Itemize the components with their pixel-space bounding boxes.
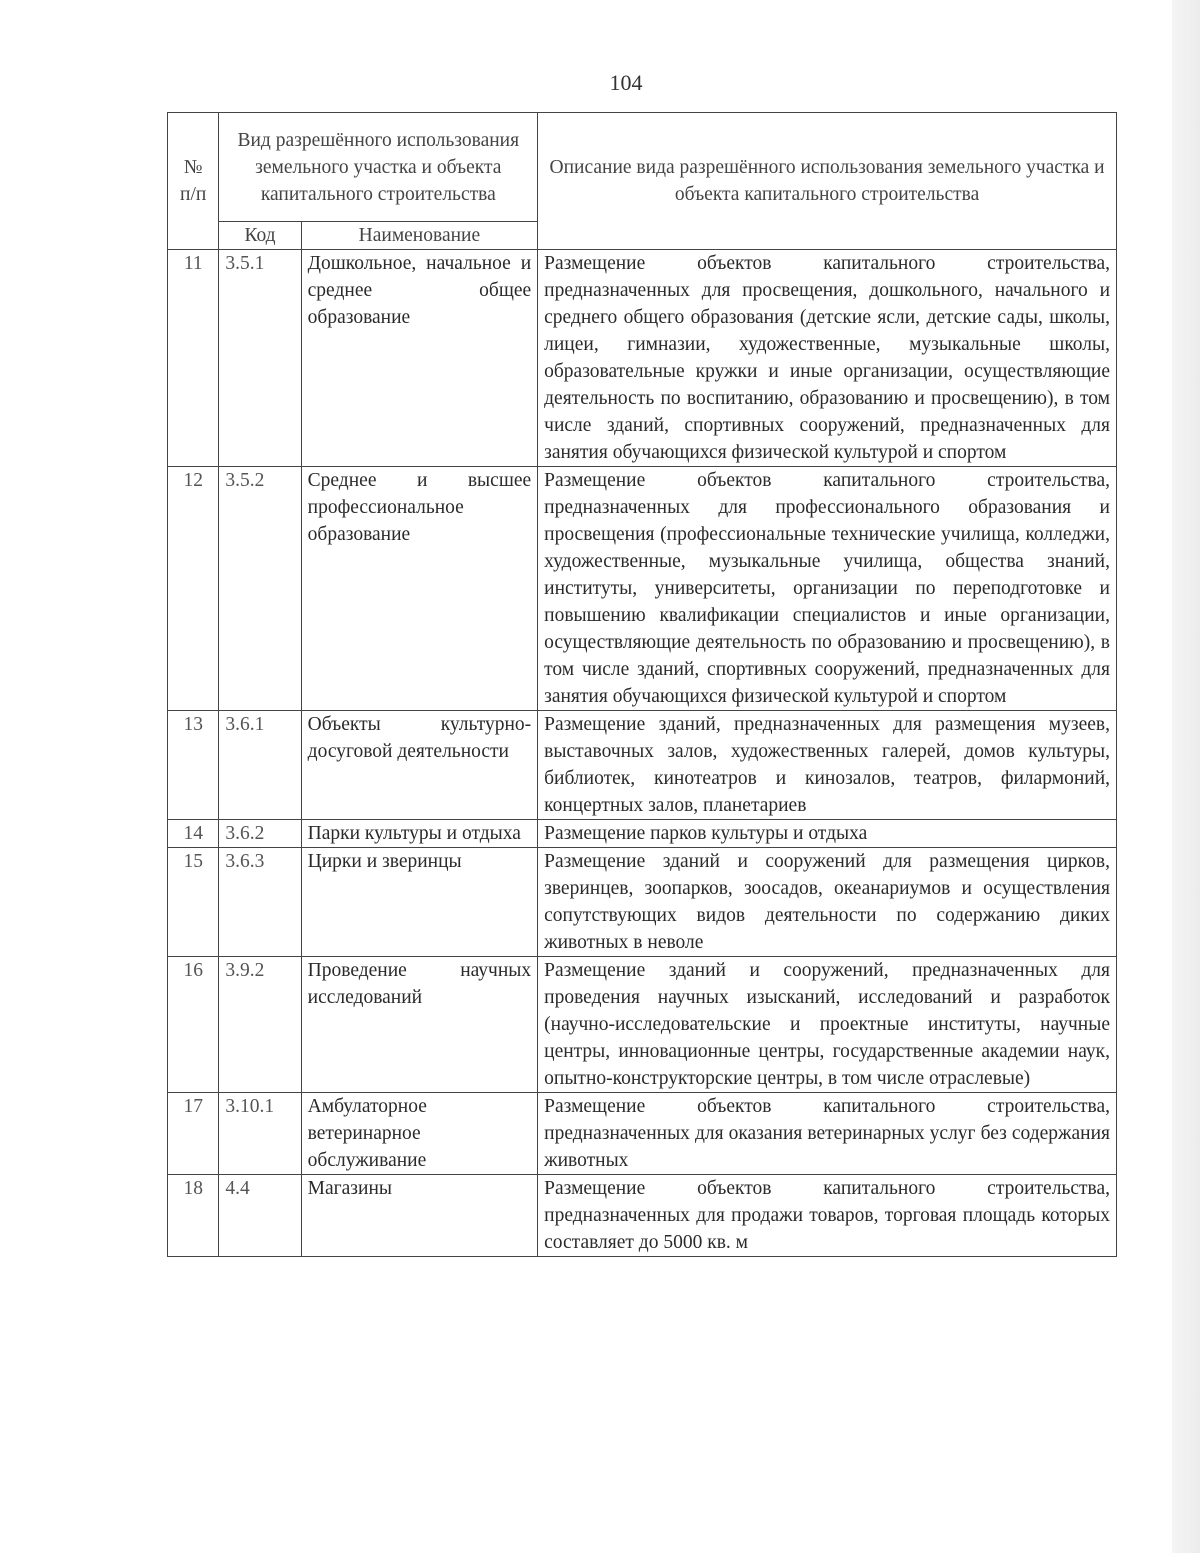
row-code: 3.5.2	[219, 467, 301, 711]
row-code: 3.6.1	[219, 711, 301, 820]
row-number: 11	[168, 250, 219, 467]
row-number: 14	[168, 820, 219, 848]
table-header-row	[168, 113, 1117, 222]
row-number: 13	[168, 711, 219, 820]
row-description: Размещение объектов капитального строительства, предназначенных для оказания ветеринарных услуг без содержания животных	[538, 1093, 1117, 1175]
row-description: Размещение объектов капитального строительства, предназначенных для продажи товаров, торговая площадь которых составляет до 5000 кв. м	[538, 1175, 1117, 1257]
row-description: Размещение объектов капитального строительства, предназначенных для профессионального образования и просвещения (профессиональные технические училища, колледжи, художественные, музыкальные училища, общества знаний, институты, университеты, организации по переподготовке и повышению квалификации специалистов и иные организации, осуществляющие деятельность по образованию и просвещению), в том числе зданий, спортивных сооружений, предназначенных для занятия обучающихся физической культурой и спортом	[538, 467, 1117, 711]
row-name: Объекты культурно-досуговой деятельности	[301, 711, 537, 820]
row-name: Магазины	[301, 1175, 537, 1257]
header-description: Описание вида разрешённого использования земельного участка и объекта капитального строительства	[538, 113, 1117, 250]
table-row	[168, 711, 1117, 820]
land-use-table	[167, 112, 1117, 1257]
row-name: Дошкольное, начальное и среднее общее образование	[301, 250, 537, 467]
row-name: Проведение научных исследований	[301, 957, 537, 1093]
row-number: 16	[168, 957, 219, 1093]
row-number: 12	[168, 467, 219, 711]
row-number: 15	[168, 848, 219, 957]
row-code: 3.9.2	[219, 957, 301, 1093]
row-number: 17	[168, 1093, 219, 1175]
row-number: 18	[168, 1175, 219, 1257]
row-name: Цирки и зверинцы	[301, 848, 537, 957]
row-name: Среднее и высшее профессиональное образование	[301, 467, 537, 711]
header-use-type: Вид разрешённого использования земельного участка и объекта капитального строительства	[219, 113, 538, 222]
row-code: 4.4	[219, 1175, 301, 1257]
table-row	[168, 250, 1117, 467]
row-name: Парки культуры и отдыха	[301, 820, 537, 848]
row-code: 3.6.2	[219, 820, 301, 848]
table-row	[168, 1093, 1117, 1175]
table-row	[168, 820, 1117, 848]
table-row	[168, 957, 1117, 1093]
row-description: Размещение зданий, предназначенных для размещения музеев, выставочных залов, художественных галерей, домов культуры, библиотек, кинотеатров и кинозалов, театров, филармоний, концертных залов, планетариев	[538, 711, 1117, 820]
row-description: Размещение зданий и сооружений, предназначенных для проведения научных изысканий, исследований и разработок (научно-исследовательские и проектные институты, научные центры, инновационные центры, государственные академии наук, опытно-конструкторские центры, в том числе отраслевые)	[538, 957, 1117, 1093]
table-row	[168, 467, 1117, 711]
table-body	[168, 250, 1117, 1257]
row-code: 3.6.3	[219, 848, 301, 957]
row-code: 3.10.1	[219, 1093, 301, 1175]
row-description: Размещение парков культуры и отдыха	[538, 820, 1117, 848]
scan-edge-shadow	[1172, 0, 1200, 1553]
row-description: Размещение объектов капитального строительства, предназначенных для просвещения, дошкольного, начального и среднего общего образования (детские ясли, детские сады, школы, лицеи, гимназии, художественные, музыкальные школы, образовательные кружки и иные организации, осуществляющие деятельность по воспитанию, образованию и просвещению), в том числе зданий, спортивных сооружений, предназначенных для занятия обучающихся физической культурой и спортом	[538, 250, 1117, 467]
header-code: Код	[219, 222, 301, 250]
row-description: Размещение зданий и сооружений для размещения цирков, зверинцев, зоопарков, зоосадов, океанариумов и осуществления сопутствующих видов деятельности по содержанию диких животных в неволе	[538, 848, 1117, 957]
header-name: Наименование	[301, 222, 537, 250]
page-number: 104	[609, 70, 643, 95]
table-row	[168, 848, 1117, 957]
row-code: 3.5.1	[219, 250, 301, 467]
header-num: № п/п	[168, 113, 219, 250]
row-name: Амбулаторное ветеринарное обслуживание	[301, 1093, 537, 1175]
table-row	[168, 1175, 1117, 1257]
